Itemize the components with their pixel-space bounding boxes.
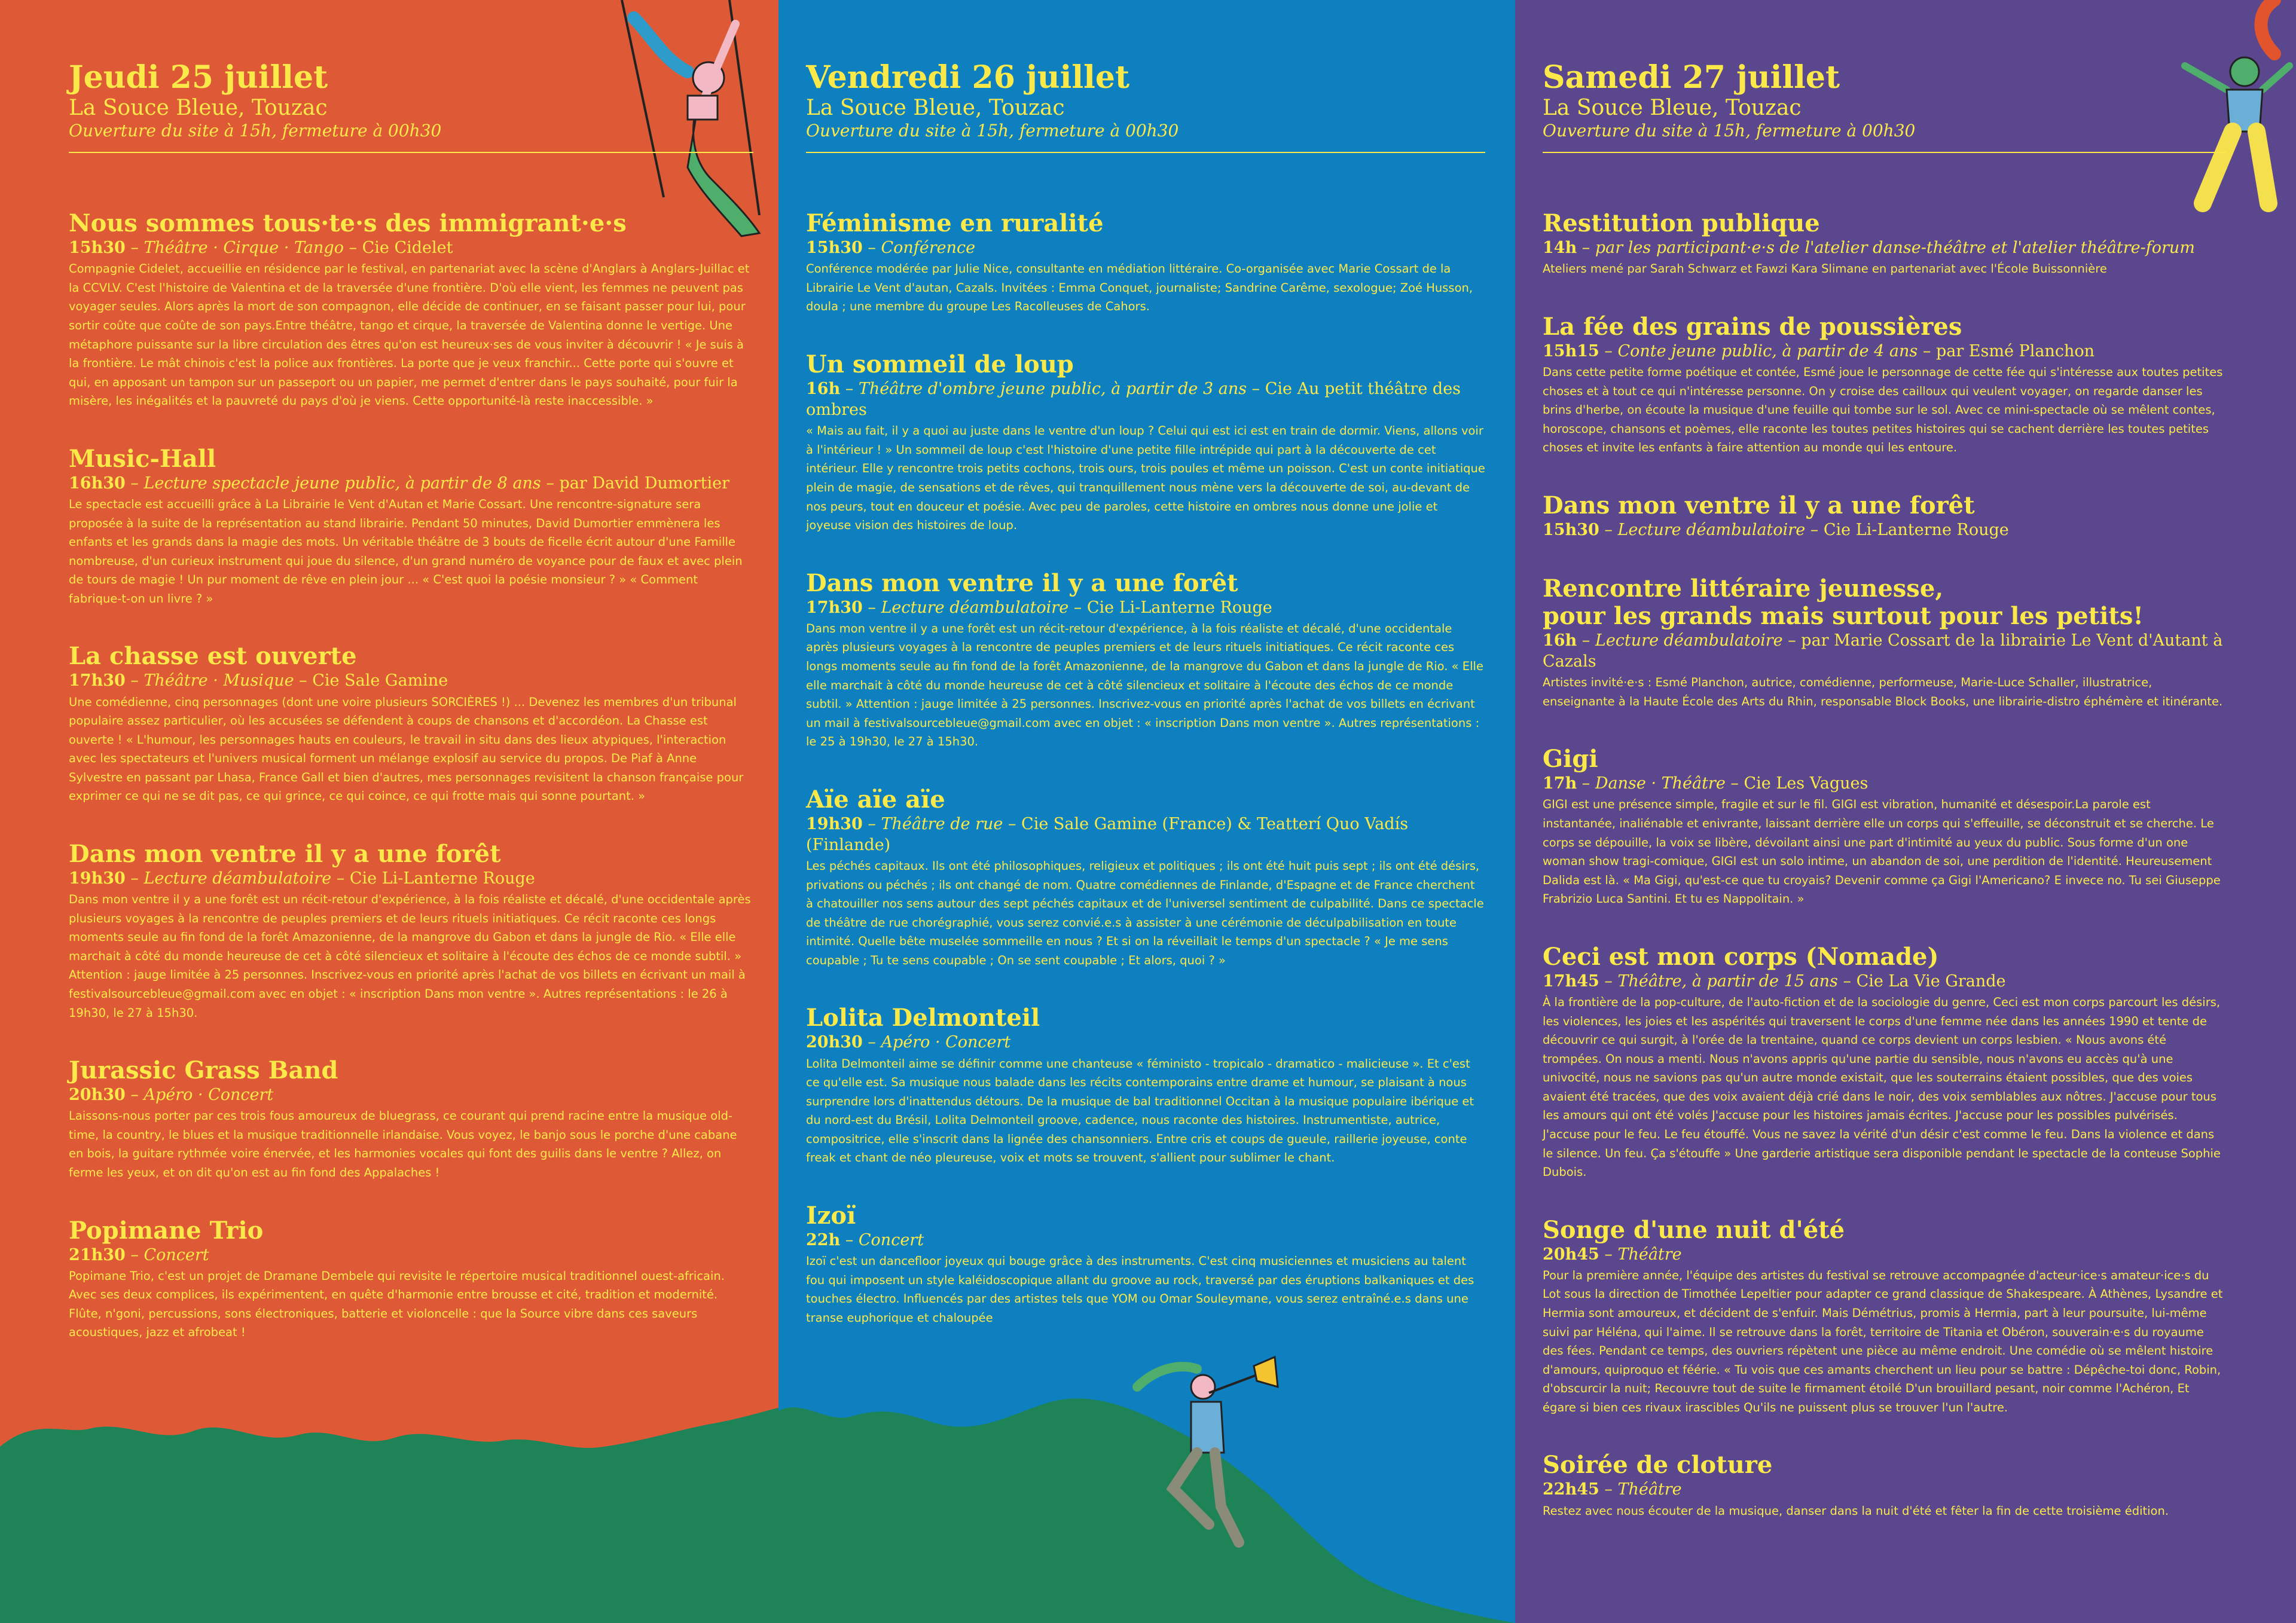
meta-separator: –: [125, 239, 144, 258]
event-title: Féminisme en ruralité: [806, 209, 1104, 238]
event-description: Compagnie Cidelet, accueillie en résidence par le festival, en partenariat avec la scène d'Anglars à Anglars-Juillac et la CCVLV. C'est l'histoire de Valentina et de la traversée d'une frontière. D'où elle vient, les femmes ne peuvent pas voyager seules. Alors après la mort de son compagnon, elle décide de continuer, en se faisant passer pour lui, pour sortir coûte que coûte de son pays.Entre théâtre, tango et cirque, la traversée de Valentina donne le vertige. Une métaphore puissante sur la libre circulation des êtres qu'on est heureux·ses de vous inviter à découvrir ! « Je suis à la frontière. Le mât chinois c'est la police aux frontières. La porte que je veux franchir... Cette porte qui s'ouvre et qui, en apposant un tampon sur un passeport ou un papier, me permet d'entrer dans le pays souhaité, pour fuir la misère, les inégalités et la pauvreté du pays d'où je viens. Cette opportunité-là reste inaccessible. »: [69, 262, 750, 408]
event-company: Cie La Vie Grande: [1856, 971, 2006, 991]
event-title: Gigi: [1543, 745, 1598, 774]
event-item: [806, 1004, 1485, 1167]
event-meta: [69, 1084, 753, 1105]
meta-separator: –: [1599, 971, 1618, 991]
event-title: Dans mon ventre il y a une forêt: [806, 568, 1238, 597]
meta-separator: –: [343, 239, 362, 258]
event-meta: [806, 378, 1485, 420]
event-item: [69, 1217, 753, 1342]
header-divider: [1543, 152, 2225, 153]
event-item: [1543, 492, 2225, 540]
event-kind: Lecture déambulatoire: [144, 869, 332, 888]
event-kind: Théâtre · Cirque · Tango: [144, 239, 344, 258]
event-description: Dans mon ventre il y a une forêt est un récit-retour d'expérience, à la fois réaliste et décalé, d'une occidentale après plusieurs voyages à la rencontre de peuples premiers et de leurs rituels initiatiques. Ce récit raconte ces longs moments seule au fin fond de la forêt Amazonienne, de la mangrove du Gabon et dans la jungle de Rio. « Elle elle marchait à côté du monde heureuse de cet à côté silencieux et solitaire à l'écoute des échos de ce monde subtil. » Attention : jauge limitée à 25 personnes. Inscrivez-vous en priorité après l'achat de vos billets en écrivant un mail à festivalsourcebleue@gmail.com avec en objet : « inscription Dans mon ventre ». Autres représentations : le 25 à 19h30, le 27 à 15h30.: [806, 621, 1483, 749]
event-time: 14h: [1543, 239, 1577, 258]
meta-separator: –: [125, 869, 144, 888]
meta-separator: –: [1577, 239, 1595, 258]
header-divider: [806, 152, 1485, 153]
event-description: Restez avec nous écouter de la musique, danser dans la nuit d'été et fêter la fin de cette troisième édition.: [1543, 1503, 2169, 1518]
meta-separator: –: [294, 671, 313, 690]
event-meta: [1543, 971, 2225, 992]
event-description: Dans cette petite forme poétique et contée, Esmé joue le personnage de cette fée qui s'intéresse aux toutes petites choses et à tout ce qui n'intéresse personne. On y croise des cailloux qui veulent voyager, on regarde danser les brins d'herbe, on écoute la musique d'une feuille qui tombe sur le sol. Avec ce mini-spectacle où se mêlent contes, horoscope, chansons et poèmes, elle raconte les toutes petites histoires qui se cachent derrière les toutes petites choses et invite les enfants à faire attention au monde qui les entoure.: [1543, 365, 2223, 455]
meta-separator: –: [1068, 598, 1087, 617]
event-item: [1543, 943, 2225, 1182]
event-description: Lolita Delmonteil aime se définir comme une chanteuse « féministo - tropicalo - dramatico - malicieuse ». Et c'est ce qu'elle est. Sa musique nous balade dans les récits contemporains entre drame et humour, se plaisant à nous surprendre lors d'inattendus détours. De la musique de bal traditionnel Occitan à la musique populaire ibérique et du nord-est du Brésil, Lolita Delmonteil groove, cadence, nous raconte des histoires. Instrumentiste, autrice, compositrice, elle s'inscrit dans la lignée des chansonniers. Entre cris et coups de gueule, raillerie joyeuse, conte freak et chant de néo pleureuse, voix et mots se trouvent, s'allient pour sublimer le chant.: [806, 1056, 1474, 1165]
event-time: 15h30: [1543, 520, 1599, 539]
event-kind: Lecture déambulatoire: [1595, 631, 1783, 650]
event-list: [806, 210, 1485, 1327]
event-company: Cie Li-Lanterne Rouge: [1086, 598, 1272, 617]
column-saturday: [1515, 0, 2296, 1623]
event-company: par David Dumortier: [559, 473, 730, 493]
event-item: [1543, 210, 2225, 279]
event-description: Pour la première année, l'équipe des artistes du festival se retrouve accompagnée d'acteur·ice·s amateur·ice·s du Lot sous la direction de Timothée Lepeltier pour adapter ce grand classique de Shakespeare. À Athènes, Lysandre et Hermia sont amoureux, et décident de s'enfuir. Mais Démétrius, promis à Hermia, part à leur poursuite, lui-même suivi par Héléna, qui l'aime. Il se retrouve dans la forêt, territoire de Titania et Obéron, souverain·e·s du royaume des fées. Pendant ce temps, des ouvriers répètent une pièce au même endroit. Une comédie où se mêlent histoire d'amours, quiproquo et féérie. « Tu vois que ces amants cherchent un lieu pour se battre : Dépêche-toi donc, Robin, d'obscurcir la nuit; Recouvre tout de suite le firmament étoilé D'un brouillard pesant, noir comme l'Achéron, Et égare si bien ces rivaux irascibles Qu'ils ne puissent plus se trouver l'un l'autre.: [1543, 1268, 2223, 1414]
thursday-content: [69, 60, 753, 1377]
event-company: Cie Cidelet: [362, 239, 453, 258]
meta-separator: –: [1725, 774, 1744, 793]
event-time: 16h: [806, 380, 841, 399]
event-title: Soirée de cloture: [1543, 1451, 1773, 1480]
event-meta: [69, 1245, 753, 1266]
event-meta: [1543, 1479, 2225, 1500]
event-meta: [1543, 341, 2225, 362]
meta-separator: –: [125, 671, 144, 690]
event-time: 20h30: [806, 1033, 863, 1052]
event-item: [806, 351, 1485, 535]
green-hills-illustration: [0, 1393, 778, 1623]
trumpet-player-illustration: [1119, 1351, 1287, 1554]
meta-separator: –: [541, 473, 560, 493]
meta-separator: –: [1599, 341, 1618, 360]
event-list: [69, 210, 753, 1342]
event-time: 20h45: [1543, 1245, 1599, 1264]
meta-separator: –: [862, 1033, 881, 1052]
event-meta: [806, 1230, 1485, 1251]
event-meta: [1543, 1244, 2225, 1265]
meta-separator: –: [862, 239, 881, 258]
event-kind: Conférence: [881, 239, 976, 258]
event-kind: Apéro · Concert: [144, 1086, 274, 1105]
event-title: Jurassic Grass Band: [69, 1056, 338, 1085]
event-description: À la frontière de la pop-culture, de l'auto-fiction et de la sociologie du genre, Ceci est mon corps parcourt les désirs, les violences, les joies et les aspérités qui traversent le corps d'une femme née dans les années 1990 et tente de découvrir ce qui surgit, à l'orée de la trentaine, quand ce corps devient un corps lesbien. « Nous avons été trompées. On nous a menti. Nous n'avons appris qu'une partie du sensible, nous n'avons eu accès qu'à une univocité, nous ne savions pas qu'un autre monde existait, que les souterrains étaient possibles, que des voies avaient été tracées, que des voix avaient déjà crié dans le noir, des voix semblables aux nôtres. J'accuse pour tous les amours qui ont été volés J'accuse pour les histoires jamais écrites. J'accuse pour les possibles pulvérisés. J'accuse pour le feu. Le feu étouffé. Vous ne savez la vérité d'un désir c'est comme le feu. Dans la violence et dans le silence. Un feu. Ça s'étouffe » Une garderie artistique sera disponible pendant le spectacle de la conteuse Sophie Dubois.: [1543, 995, 2221, 1179]
opening-hours: Ouverture du site à 15h, fermeture à 00h30: [806, 121, 1179, 141]
meta-separator: –: [840, 1231, 859, 1250]
event-company: Cie Sale Gamine (France) & Teatterí Quo Vadís (Finlande): [806, 814, 1409, 854]
event-description: Ateliers mené par Sarah Schwarz et Fawzi Kara Slimane en partenariat avec l'École Buissonnière: [1543, 262, 2107, 276]
column-friday: [778, 0, 1515, 1623]
event-list: [1543, 210, 2225, 1520]
event-item: [69, 210, 753, 411]
event-meta: [806, 597, 1485, 618]
event-item: [1543, 1451, 2225, 1520]
event-description: Le spectacle est accueilli grâce à La Librairie le Vent d'Autan et Marie Cossart. Une rencontre-signature sera proposée à la suite de la représentation au stand librairie. Pendant 50 minutes, David Dumortier emmènera les enfants et les grands dans la magie des mots. Un véritable théâtre de 3 bouts de ficelle écrit autour d'une Famille nombreuse, d'un curieux instrument qui joue du silence, d'un grand numéro de voyance pour de faux et avec plein de tours de magie ! Un pur moment de rêve en plein jour ... « C'est quoi la poésie monsieur ? » « Comment fabrique-t-on un livre ? »: [69, 497, 743, 606]
meta-separator: –: [1599, 1480, 1618, 1499]
meta-separator: –: [1577, 631, 1595, 650]
event-kind: Théâtre: [1617, 1480, 1682, 1499]
event-company: Cie Au petit théâtre des ombres: [806, 380, 1461, 420]
meta-separator: –: [1599, 520, 1618, 539]
event-time: 19h30: [806, 814, 863, 833]
event-meta: [806, 237, 1485, 258]
event-item: [806, 210, 1485, 316]
event-description: Une comédienne, cinq personnages (dont une voire plusieurs SORCIÈRES !) ... Devenez les membres d'un tribunal populaire assez particulier, où les accusées se défendent à coups de chansons et d'accordéon. La Chasse est ouverte ! « L'humour, les personnages hauts en couleurs, le travail in situ dans des lieux atypiques, l'interaction avec les spectateurs et l'univers musical forment un mélange explosif au service du propos. De Piaf à Anne Sylvestre en passant par Lhasa, France Gall et bien d'autres, mes personnages revisitent la chanson française pour exprimer ce qui ne se dit pas, ce qui grince, ce qui coince, ce qui frotte mais qui sonne pourtant. »: [69, 695, 744, 803]
event-kind: Lecture spectacle jeune public, à partir de 8 ans: [144, 473, 541, 493]
event-meta: [69, 670, 753, 691]
event-item: [806, 570, 1485, 751]
event-description: « Mais au fait, il y a quoi au juste dans le ventre d'un loup ? Celui qui est ici est en train de dormir. Viens, allons voir à l'intérieur ! » Un sommeil de loup c'est l'histoire d'une petite fille intrépide qui part à la découverte de cet intérieur. Elle y rencontre trois petits cochons, trois ours, trois poules et même un poisson. C'est un conte initiatique plein de magie, de sensations et de rêves, qui tranquillement nous mène vers la découverte de soi, au-devant de nos peurs, tout en douceur et poésie. Avec peu de paroles, cette histoire en ombres nous donne une jolie et joyeuse vision des histoires de loup.: [806, 424, 1485, 533]
event-kind: Concert: [858, 1231, 924, 1250]
column-thursday: [0, 0, 778, 1623]
saturday-content: [1543, 60, 2225, 1555]
event-company: Cie Les Vagues: [1744, 774, 1868, 793]
event-time: 22h45: [1543, 1480, 1599, 1499]
event-kind: Théâtre d'ombre jeune public, à partir de 3 ans: [858, 380, 1247, 399]
meta-separator: –: [1577, 774, 1595, 793]
event-description: Les péchés capitaux. Ils ont été philosophiques, religieux et politiques ; ils ont été huit puis sept ; ils ont été désirs, privations ou péchés ; ils ont changé de nom. Quatre comédiennes de Finlande, d'Espagne et de France cherchent à chatouiller nos sens autour des sept péchés capitaux et de l'universel sentiment de culpabilité. Dans ce spectacle de théâtre de rue chorégraphié, vous serez convié.e.s à assister à une cérémonie de déculpabilisation en toute intimité. Quelle bête muselée sommeille en nous ? Et si on la réveillait le temps d'un spectacle ? « Je me sens coupable ; Tu te sens coupable ; On se sent coupable ; Et alors, quoi ? »: [806, 859, 1484, 967]
event-kind: par les participant·e·s de l'atelier danse-théâtre et l'atelier théâtre-forum: [1595, 239, 2195, 258]
event-kind: Théâtre · Musique: [144, 671, 294, 690]
meta-separator: –: [1805, 520, 1824, 539]
event-meta: [806, 1032, 1485, 1053]
meta-separator: –: [1247, 380, 1265, 399]
event-meta: [69, 473, 753, 494]
meta-separator: –: [840, 380, 859, 399]
venue: La Souce Bleue, Touzac: [69, 95, 328, 120]
event-title: Lolita Delmonteil: [806, 1004, 1040, 1032]
event-kind: Théâtre de rue: [881, 814, 1003, 833]
meta-separator: –: [1837, 971, 1857, 991]
opening-hours: Ouverture du site à 15h, fermeture à 00h30: [1543, 121, 1916, 141]
day-title: Samedi 27 juillet: [1543, 59, 1840, 96]
event-company: Cie Li-Lanterne Rouge: [1823, 520, 2009, 539]
meta-separator: –: [1003, 814, 1022, 833]
meta-separator: –: [1918, 341, 1936, 360]
opening-hours: Ouverture du site à 15h, fermeture à 00h30: [69, 121, 442, 141]
event-title: Rencontre littéraire jeunesse, pour les grands mais surtout pour les petits!: [1543, 574, 2144, 630]
event-item: [806, 1202, 1485, 1327]
event-item: [1543, 313, 2225, 457]
event-kind: Danse · Théâtre: [1595, 774, 1726, 793]
event-title: Nous sommes tous·te·s des immigrant·e·s: [69, 209, 627, 238]
event-description: Popimane Trio, c'est un projet de Dramane Dembele qui revisite le répertoire musical traditionnel ouest-africain. Avec ses deux complices, ils expérimentent, en quête d'harmonie entre brousse et cité, tradition et modernité. Flûte, n'goni, percussions, sons électroniques, batterie et violoncelle : que la Source vibre dans ces saveurs acoustiques, jazz et afrobeat !: [69, 1269, 725, 1340]
event-kind: Lecture déambulatoire: [1617, 520, 1806, 539]
event-time: 16h30: [69, 473, 126, 493]
event-title: Aïe aïe aïe: [806, 785, 945, 814]
event-time: 16h: [1543, 631, 1577, 650]
event-item: [1543, 745, 2225, 909]
meta-separator: –: [125, 473, 144, 493]
event-meta: [1543, 773, 2225, 794]
event-item: [1543, 1217, 2225, 1417]
event-kind: Lecture déambulatoire: [881, 598, 1069, 617]
friday-content: [806, 60, 1485, 1362]
event-title: La chasse est ouverte: [69, 642, 357, 671]
header-divider: [69, 152, 753, 153]
event-item: [1543, 575, 2225, 711]
event-meta: [69, 868, 753, 889]
event-company: par Esmé Planchon: [1935, 341, 2095, 360]
event-title: Ceci est mon corps (Nomade): [1543, 942, 1939, 971]
event-item: [806, 786, 1485, 970]
event-title: Songe d'une nuit d'été: [1543, 1215, 1845, 1244]
event-item: [69, 1057, 753, 1182]
event-title: Music-Hall: [69, 444, 216, 473]
event-time: 20h30: [69, 1086, 126, 1105]
event-description: Izoï c'est un dancefloor joyeux qui bouge grâce à des instruments. C'est cinq musiciennes et musiciens au talent fou qui imposent un style kaléidoscopique allant du groove au rock, traversé par des éruptions balkaniques et des touches électro. Influencés par des artistes tels que YOM ou Omar Souleymane, vous serez entraîné.e.s dans une transe euphorique et chaloupée: [806, 1254, 1474, 1325]
event-kind: Apéro · Concert: [881, 1033, 1011, 1052]
event-time: 17h30: [69, 671, 126, 690]
event-meta: [1543, 519, 2225, 540]
event-description: Artistes invité·e·s : Esmé Planchon, autrice, comédienne, performeuse, Marie-Luce Schaller, illustratrice, enseignante à la Haute École des Arts du Rhin, responsable Block Books, une librairie-distro éphémère et itinérante.: [1543, 676, 2223, 708]
event-company: par Marie Cossart de la librairie Le Vent d'Autant à Cazals: [1543, 631, 2223, 671]
venue: La Souce Bleue, Touzac: [1543, 95, 1802, 120]
event-time: 17h: [1543, 774, 1577, 793]
event-time: 15h30: [806, 239, 863, 258]
event-meta: [806, 814, 1485, 855]
event-title: Izoï: [806, 1202, 856, 1230]
venue: La Souce Bleue, Touzac: [806, 95, 1065, 120]
event-item: [69, 840, 753, 1022]
meta-separator: –: [1782, 631, 1802, 650]
event-time: 21h30: [69, 1245, 126, 1264]
event-title: Dans mon ventre il y a une forêt: [69, 840, 501, 869]
event-time: 15h15: [1543, 341, 1599, 360]
event-title: Dans mon ventre il y a une forêt: [1543, 491, 1975, 519]
meta-separator: –: [862, 598, 881, 617]
event-time: 17h30: [806, 598, 863, 617]
event-company: Cie Li-Lanterne Rouge: [349, 869, 535, 888]
event-description: Laissons-nous porter par ces trois fous amoureux de bluegrass, ce courant qui prend racine entre la musique old-time, la country, le blues et la musique traditionnelle irlandaise. Vous voyez, le banjo sous le porche d'une cabane en bois, la guitare rythmée voire énervée, et les harmonies vocales qui font des guilis dans le ventre ? Allez, on ferme les yeux, et on dit qu'on est au fin fond des Appalaches !: [69, 1109, 737, 1179]
event-item: [69, 445, 753, 609]
event-title: Popimane Trio: [69, 1216, 264, 1245]
event-description: Conférence modérée par Julie Nice, consultante en médiation littéraire. Co-organisée avec Marie Cossart de la Librairie Le Vent d'autan, Cazals. Invitées : Emma Conquet, journaliste; Sandrine Carême, sexologue; Zoé Husson, doula ; une membre du groupe Les Racolleuses de Cahors.: [806, 262, 1473, 314]
meta-separator: –: [125, 1086, 144, 1105]
meta-separator: –: [331, 869, 350, 888]
event-meta: [1543, 630, 2225, 672]
day-title: Jeudi 25 juillet: [69, 59, 328, 96]
meta-separator: –: [125, 1245, 144, 1264]
event-kind: Conte jeune public, à partir de 4 ans: [1617, 341, 1918, 360]
meta-separator: –: [1599, 1245, 1618, 1264]
event-description: Dans mon ventre il y a une forêt est un récit-retour d'expérience, à la fois réaliste et décalé, d'une occidentale après plusieurs voyages à la rencontre de peuples premiers et de leurs rituels initiatiques. Ce récit raconte ces longs moments seule au fin fond de la forêt Amazonienne, de la mangrove du Gabon et dans la jungle de Rio. « Elle elle marchait à côté du monde heureuse de cet à côté silencieux et solitaire à l'écoute des échos de ce monde subtil. » Attention : jauge limitée à 25 personnes. Inscrivez-vous en priorité après l'achat de vos billets en écrivant un mail à festivalsourcebleue@gmail.com avec en objet : « inscription Dans mon ventre ». Autres représentations : le 26 à 19h30, le 27 à 15h30.: [69, 893, 751, 1020]
day-title: Vendredi 26 juillet: [806, 59, 1129, 96]
event-kind: Théâtre, à partir de 15 ans: [1617, 971, 1838, 991]
event-meta: [1543, 237, 2225, 258]
event-title: La fée des grains de poussières: [1543, 312, 1962, 341]
event-kind: Concert: [144, 1245, 209, 1264]
event-item: [69, 643, 753, 806]
event-description: GIGI est une présence simple, fragile et sur le fil. GIGI est vibration, humanité et désespoir.La parole est instantanée, inaliénable et enivrante, laissant derrière elle un corps qui s'effeuille, se déconstruit et se cherche. Le corps se dépouille, la voix se libère, dévoilant ainsi une part d'intimité au yeux du public. Sous forme d'un one woman show tragi-comique, GIGI est un solo intime, un abandon de soi, une perdition de l'identité. Heureusement Dalida est là. « Ma Gigi, qu'est-ce que tu croyais? Devenir comme ça Gigi l'Americano? E invece no. Tu sei Giuseppe Frabrizio Luca Santini. Et tu es Nappolitain. »: [1543, 797, 2221, 906]
event-time: 15h30: [69, 239, 126, 258]
event-kind: Théâtre: [1617, 1245, 1682, 1264]
event-title: Restitution publique: [1543, 209, 1820, 238]
event-time: 19h30: [69, 869, 126, 888]
event-title: Un sommeil de loup: [806, 350, 1074, 379]
event-time: 17h45: [1543, 971, 1599, 991]
event-meta: [69, 237, 753, 258]
event-time: 22h: [806, 1231, 841, 1250]
meta-separator: –: [862, 814, 881, 833]
event-company: Cie Sale Gamine: [312, 671, 448, 690]
